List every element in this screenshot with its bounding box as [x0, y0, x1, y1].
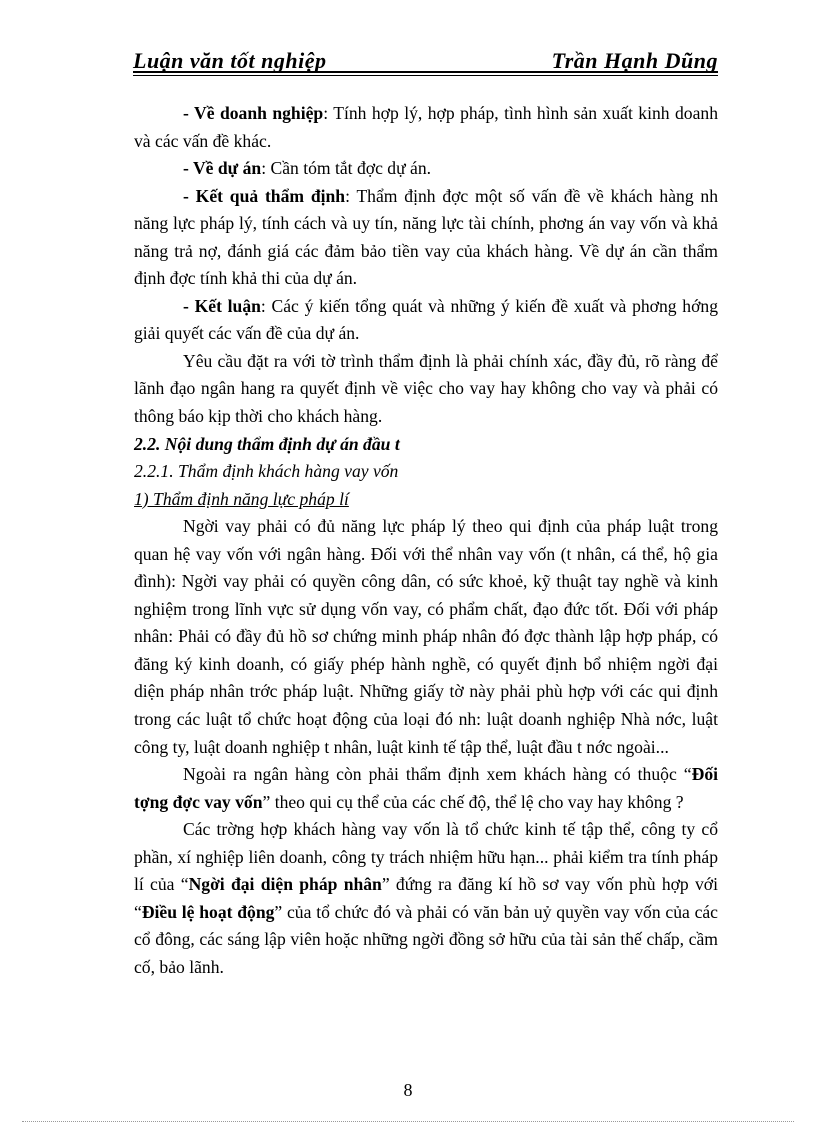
page-number: 8	[403, 1080, 413, 1100]
subsection-heading: 2.2.1. Thẩm định khách hàng vay vốn	[134, 461, 399, 482]
paragraph-legal-capacity: Ngời vay phải có đủ năng lực pháp lý theo qui định của pháp luật trong quan hệ vay vốn với ngân hàng. Đối với thể nhân vay vốn (t nhân, cá thể, hộ gia đình): Ngời vay phải có quyền công dân, có sức khoẻ, kỹ thuật tay nghề và kinh nghiệm trong lĩnh vực sử dụng vốn vay, có phẩm chất, đạo đức tốt. Đối với pháp nhân: Phải có đầy đủ hồ sơ chứng minh pháp nhân đó đợc thành lập hợp pháp, có đăng ký kinh doanh, có giấy phép hành nghề, có quyết định bổ nhiệm ngời đại diện pháp nhân trớc pháp luật. Những giấy tờ này phải phù hợp với các qui định trong các luật tổ chức hoạt động của loại đó nh: luật doanh nghiệp Nhà nớc, luật công ty, luật doanh nghiệp t nhân, luật kinh tế tập thể, luật đầu t nớc ngoài...	[134, 516, 718, 757]
paragraph-appraisal-result	[134, 183, 718, 293]
paragraph-text: : Thẩm định đợc một số vấn đề về khách hàng nh năng lực pháp lý, tính cách và uy tín, năng lực tài chính, phơng án vay vốn và khả năng trả nợ, đánh giá các đảm bảo tiền vay của khách hàng. Về dự án cần thẩm định đợc tính khả thi của dự án.	[134, 185, 718, 289]
paragraph-text: ” đứng ra đăng kí hồ sơ vay vốn phù hợp với “	[134, 874, 718, 922]
header-right-author: Trần Hạnh Dũng	[551, 48, 718, 73]
paragraph-text: : Các ý kiến tổng quát và những ý kiến đề xuất và phơng hớng giải quyết các vấn đề của dự án.	[134, 295, 718, 344]
paragraph-text: Ngoài ra ngân hàng còn phải thẩm định xem khách hàng có thuộc “	[183, 764, 692, 785]
paragraph-legal-representative	[134, 816, 718, 981]
paragraph-project	[134, 155, 718, 183]
paragraph-lead: - Kết quả thẩm định	[183, 185, 346, 206]
emphasis-text: Đối tợng đợc vay vốn	[134, 764, 718, 812]
paragraph-lead: - Về dự án	[183, 158, 262, 179]
header-left-title: Luận văn tốt nghiệp	[133, 48, 327, 73]
paragraph-lead: - Kết luận	[183, 295, 261, 316]
document-body	[134, 100, 718, 982]
paragraph-text: Các trờng hợp khách hàng vay vốn là tổ chức kinh tế tập thể, công ty cổ phần, xí nghiệp liên doanh, công ty trách nhiệm hữu hạn... phải kiểm tra tính pháp lí của “	[134, 819, 718, 895]
section-heading: 2.2. Nội dung thẩm định dự án đầu t	[134, 433, 400, 454]
paragraph-lead: - Về doanh nghiệp	[183, 103, 324, 123]
paragraph-conclusion	[134, 293, 718, 348]
paragraph-text: : Cần tóm tắt đợc dự án.	[261, 158, 432, 179]
page-bottom-dotted-border	[22, 1121, 794, 1122]
header-rule	[133, 71, 718, 73]
page-header	[133, 48, 718, 76]
paragraph-text: : Tính hợp lý, hợp pháp, tình hình sản xuất kinh doanh và các vấn đề khác.	[134, 103, 718, 151]
emphasis-text: Ngời đại diện pháp nhân	[188, 874, 382, 895]
paragraph-eligible-borrower	[134, 761, 718, 816]
paragraph-requirements: Yêu cầu đặt ra với tờ trình thẩm định là phải chính xác, đầy đủ, rõ ràng để lãnh đạo ngân hang ra quyết định về việc cho vay hay không cho vay và phải có thông báo kịp thời cho khách hàng.	[134, 350, 718, 427]
subsubsection-heading: 1) Thẩm định năng lực pháp lí	[134, 488, 349, 509]
paragraph-text: ” theo qui cụ thể của các chế độ, thể lệ cho vay hay không ?	[262, 791, 684, 812]
paragraph-enterprise	[134, 100, 718, 155]
paragraph-text: ” của tổ chức đó và phải có văn bản uỷ quyền vay vốn của các cổ đông, các sáng lập viên hoặc những ngời đồng sở hữu của tài sản thế chấp, cầm cố, bảo lãnh.	[134, 901, 718, 977]
header-rule-thin	[133, 75, 718, 76]
emphasis-text: Điều lệ hoạt động	[141, 901, 275, 922]
